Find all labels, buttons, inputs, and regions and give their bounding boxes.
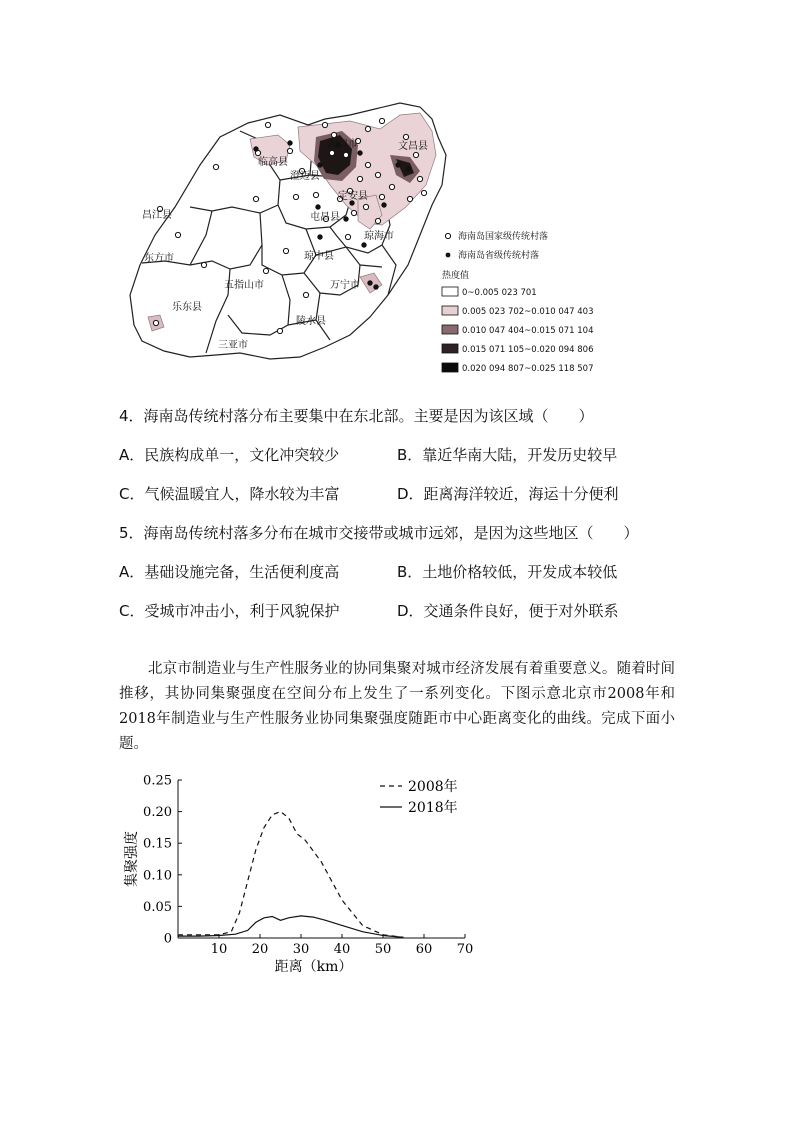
y-tick-label: 0 bbox=[163, 931, 172, 947]
legend-swatch-2 bbox=[442, 306, 458, 315]
map-legend bbox=[442, 230, 594, 374]
question-4-option-b: B．靠近华南大陆，开发历史较早 bbox=[397, 446, 618, 464]
legend-class-label-1: 0~0.005 023 701 bbox=[462, 288, 537, 298]
label-chengmai: 澄迈县 bbox=[290, 171, 320, 182]
legend-heat-title: 热度值 bbox=[442, 271, 470, 281]
legend-class-label-3: 0.010 047 404~0.015 071 104 bbox=[462, 326, 594, 336]
legend-swatch-1 bbox=[442, 287, 458, 296]
label-qionghai: 琼海市 bbox=[364, 231, 394, 242]
x-tick-label: 10 bbox=[210, 942, 228, 957]
y-axis-label: 集聚强度 bbox=[124, 831, 140, 887]
legend-national: 海南岛国家级传统村落 bbox=[458, 232, 549, 242]
y-tick-label: 0.05 bbox=[143, 899, 172, 915]
x-tick-label: 20 bbox=[251, 942, 269, 957]
label-ledong: 乐东县 bbox=[172, 302, 202, 313]
legend-class-label-2: 0.005 023 702~0.010 047 403 bbox=[462, 307, 594, 317]
question-5-option-a: A．基础设施完备，生活便利度高 bbox=[119, 563, 340, 581]
heat-zones bbox=[148, 113, 436, 331]
label-wanning: 万宁市 bbox=[330, 280, 360, 291]
label-tunchang: 屯昌县 bbox=[310, 212, 340, 223]
x-tick-label: 50 bbox=[374, 942, 392, 957]
label-qiongzhong: 琼中县 bbox=[304, 251, 334, 262]
x-tick-label: 30 bbox=[292, 942, 310, 957]
label-dongfang: 东方市 bbox=[144, 253, 174, 264]
y-tick-label: 0.15 bbox=[143, 836, 172, 852]
question-4-option-c: C．气候温暖宜人，降水较为丰富 bbox=[119, 485, 340, 503]
question-5-stem: 5．海南岛传统村落多分布在城市交接带或城市远郊，是因为这些地区（ ） bbox=[119, 524, 639, 542]
label-lingao: 临高县 bbox=[258, 157, 288, 168]
legend-class-label-4: 0.015 071 105~0.020 094 806 bbox=[462, 345, 594, 355]
series-line-2008年 bbox=[178, 812, 404, 938]
label-changjiang: 昌江县 bbox=[142, 210, 172, 221]
label-wenchang: 文昌县 bbox=[398, 141, 428, 152]
question-4-option-a: A．民族构成单一，文化冲突较少 bbox=[119, 446, 340, 464]
label-haikou: 海口市 bbox=[328, 139, 358, 150]
question-4-option-d: D．距离海洋较近，海运十分便利 bbox=[397, 485, 619, 503]
label-dingan: 定安县 bbox=[338, 191, 368, 202]
legend-provincial: 海南岛省级传统村落 bbox=[458, 251, 540, 261]
legend-swatch-5 bbox=[442, 363, 458, 372]
legend-label-2008年: 2008年 bbox=[408, 779, 458, 795]
label-wuzhishan: 五指山市 bbox=[224, 280, 264, 291]
legend-swatch-4 bbox=[442, 344, 458, 353]
label-lingshui: 陵水县 bbox=[296, 316, 326, 327]
y-tick-label: 0.10 bbox=[143, 868, 172, 884]
x-axis-label: 距离（km） bbox=[274, 959, 353, 975]
x-tick-label: 60 bbox=[415, 942, 433, 957]
reading-passage bbox=[119, 657, 675, 757]
question-5-option-b: B．土地价格较低，开发成本较低 bbox=[397, 563, 618, 581]
question-5-option-d: D．交通条件良好，便于对外联系 bbox=[397, 602, 619, 620]
x-tick-label: 40 bbox=[333, 942, 351, 957]
legend-class-label-5: 0.020 094 807~0.025 118 507 bbox=[462, 364, 594, 374]
label-sanya: 三亚市 bbox=[218, 340, 248, 351]
x-tick-label: 70 bbox=[456, 942, 474, 957]
legend-label-2018年: 2018年 bbox=[408, 800, 458, 816]
agglomeration-line-chart bbox=[110, 768, 490, 978]
y-tick-label: 0.25 bbox=[143, 773, 172, 789]
passage-text: 北京市制造业与生产性服务业的协同集聚对城市经济发展有着重要意义。随着时间推移，其协同集聚强度在空间分布上发生了一系列变化。下图示意北京市2008年和2018年制造业与生产性服务业协同集聚强度随距市中心距离变化的曲线。完成下面小题。 bbox=[119, 661, 675, 752]
y-tick-label: 0.20 bbox=[143, 805, 172, 821]
question-4-stem: 4．海南岛传统村落分布主要集中在东北部。主要是因为该区域（ ） bbox=[119, 407, 594, 425]
legend-swatch-3 bbox=[442, 325, 458, 334]
question-5-option-c: C．受城市冲击小，利于风貌保护 bbox=[119, 602, 340, 620]
hainan-map bbox=[120, 95, 620, 385]
series-line-2018年 bbox=[178, 916, 404, 938]
